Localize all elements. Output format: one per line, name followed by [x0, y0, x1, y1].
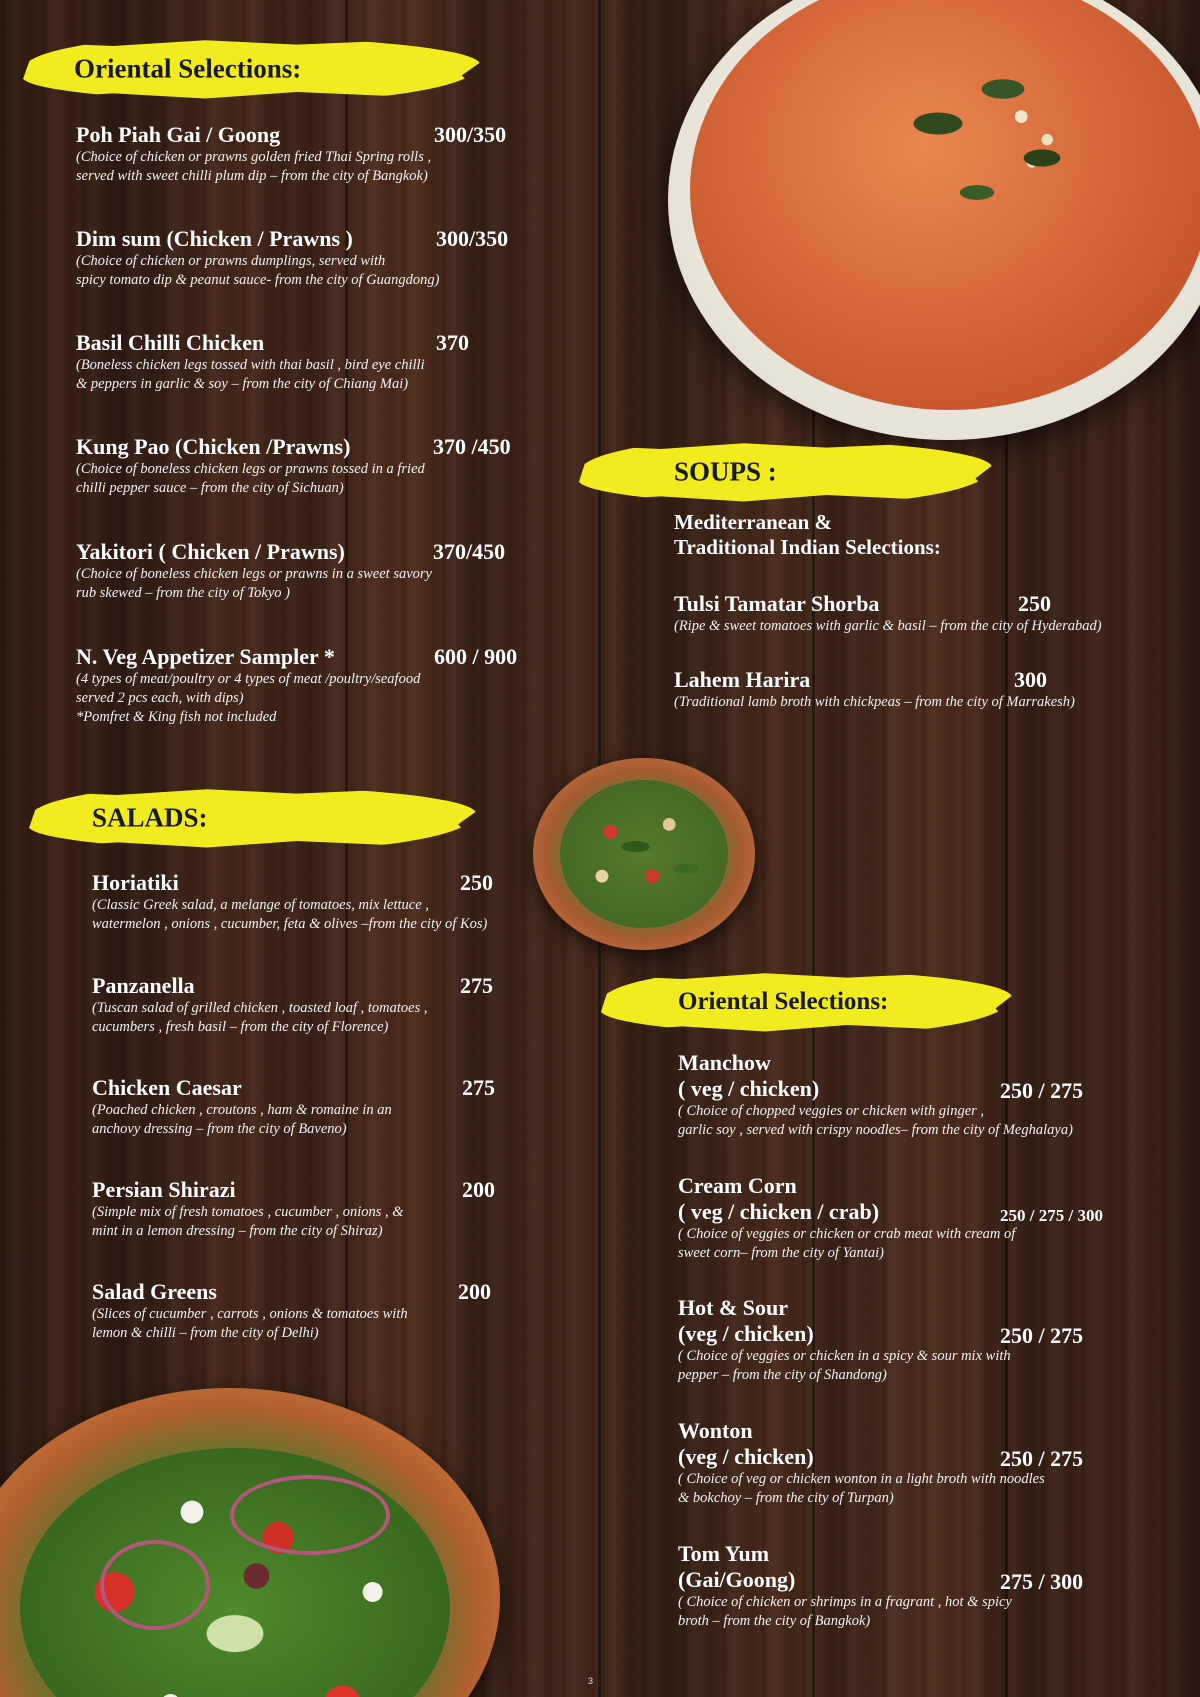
item-variants: (veg / chicken) — [678, 1321, 814, 1346]
menu-item — [76, 434, 425, 498]
item-description: (Choice of chicken or prawns golden fried Thai Spring rolls , — [76, 149, 432, 165]
item-price: 600 / 900 — [434, 644, 518, 669]
menu-item — [76, 644, 420, 727]
onion-ring-image — [100, 1540, 210, 1630]
item-variants: ( veg / chicken) — [678, 1076, 820, 1101]
item-description: garlic soy , served with crispy noodles– from the city of Meghalaya) — [678, 1122, 1073, 1138]
soup-garnish-image — [860, 20, 1120, 250]
item-description: ( Choice of veg or chicken wonton in a light broth with noodles — [678, 1471, 1045, 1487]
item-description: cucumbers , fresh basil – from the city of Florence) — [92, 1019, 389, 1035]
item-name: Lahem Harira — [674, 667, 811, 692]
item-price: 250 — [460, 870, 493, 895]
menu-item — [76, 122, 431, 186]
menu-item — [678, 1418, 1045, 1508]
section-heading: SALADS: — [92, 802, 208, 833]
item-price: 250 — [1018, 591, 1051, 616]
item-description: rub skewed – from the city of Tokyo ) — [76, 585, 290, 601]
menu-item — [76, 539, 432, 603]
item-description: (Boneless chicken legs tossed with thai basil , bird eye chilli — [76, 357, 425, 373]
subheading-line: Mediterranean & — [674, 510, 833, 534]
item-price: 370/450 — [433, 539, 506, 564]
item-price: 200 — [462, 1177, 495, 1202]
small-salad-image — [560, 780, 728, 928]
item-name: Salad Greens — [92, 1279, 217, 1304]
item-price: 250 / 275 / 300 — [1000, 1206, 1103, 1225]
item-price: 300/350 — [434, 122, 507, 147]
oriental-selections-right-heading-bar — [600, 970, 1012, 1034]
item-name: Tulsi Tamatar Shorba — [674, 591, 880, 616]
subheading-line: Traditional Indian Selections: — [674, 535, 941, 559]
section-heading: SOUPS : — [674, 456, 777, 487]
item-name: Chicken Caesar — [92, 1075, 242, 1100]
item-name: Yakitori ( Chicken / Prawns) — [76, 539, 345, 564]
menu-item — [76, 330, 425, 394]
item-name: Wonton — [678, 1418, 753, 1443]
item-description: ( Choice of veggies or chicken in a spicy & sour mix with — [678, 1348, 1011, 1364]
item-description: (4 types of meat/poultry or 4 types of meat /poultry/seafood — [76, 671, 421, 687]
item-description: sweet corn– from the city of Yantai) — [678, 1245, 884, 1261]
item-description: (Choice of boneless chicken legs or prawns tossed in a fried — [76, 461, 425, 477]
item-description: anchovy dressing – from the city of Baveno) — [92, 1121, 347, 1137]
item-description: (Traditional lamb broth with chickpeas – from the city of Marrakesh) — [674, 694, 1075, 710]
menu-item — [92, 973, 427, 1037]
item-price: 275 — [460, 973, 493, 998]
item-price: 200 — [458, 1279, 491, 1304]
item-description: chilli pepper sauce – from the city of Sichuan) — [76, 480, 344, 496]
menu-item — [92, 1075, 392, 1139]
item-description: (Ripe & sweet tomatoes with garlic & basil – from the city of Hyderabad) — [674, 618, 1102, 634]
item-description: ( Choice of veggies or chicken or crab meat with cream of — [678, 1226, 1016, 1242]
item-description: served 2 pcs each, with dips) — [76, 690, 244, 706]
item-description: (Poached chicken , croutons , ham & romaine in an — [92, 1102, 392, 1118]
item-variants: (Gai/Goong) — [678, 1567, 796, 1592]
item-description: (Simple mix of fresh tomatoes , cucumber , onions , & — [92, 1204, 404, 1220]
item-price: 300 — [1014, 667, 1047, 692]
item-price: 300/350 — [436, 226, 509, 251]
menu-item — [92, 870, 487, 934]
menu-item — [92, 1279, 408, 1343]
item-price: 250 / 275 — [1000, 1078, 1084, 1103]
item-description: mint in a lemon dressing – from the city of Shiraz) — [92, 1223, 383, 1239]
item-name: Manchow — [678, 1050, 771, 1075]
menu-item — [678, 1173, 1015, 1263]
item-variants: (veg / chicken) — [678, 1444, 814, 1469]
brush-stroke — [578, 440, 992, 504]
item-price: 275 / 300 — [1000, 1569, 1084, 1594]
item-description: (Tuscan salad of grilled chicken , toasted loaf , tomatoes , — [92, 1000, 428, 1016]
item-name: Kung Pao (Chicken /Prawns) — [76, 434, 351, 459]
soups-heading-bar — [578, 440, 992, 504]
item-name: Horiatiki — [92, 870, 179, 895]
item-description: (Choice of chicken or prawns dumplings, served with — [76, 253, 386, 269]
item-description: (Choice of boneless chicken legs or prawns in a sweet savory — [76, 566, 432, 582]
item-price: 250 / 275 — [1000, 1323, 1084, 1348]
item-description: (Classic Greek salad, a melange of tomatoes, mix lettuce , — [92, 897, 429, 913]
salads-heading-bar — [28, 786, 476, 850]
item-name: Hot & Sour — [678, 1295, 788, 1320]
item-price: 250 / 275 — [1000, 1446, 1084, 1471]
item-description: watermelon , onions , cucumber, feta & olives –from the city of Kos) — [92, 916, 488, 932]
section-heading: Oriental Selections: — [678, 988, 889, 1015]
item-description: ( Choice of chopped veggies or chicken with ginger , — [678, 1103, 985, 1119]
menu-item — [678, 1295, 1011, 1385]
soups-subheading — [674, 510, 941, 560]
item-description: broth – from the city of Bangkok) — [678, 1613, 871, 1629]
item-description: & peppers in garlic & soy – from the city of Chiang Mai) — [76, 376, 409, 392]
item-price: 370 /450 — [433, 434, 511, 459]
item-name: N. Veg Appetizer Sampler * — [76, 644, 335, 669]
item-description: ( Choice of chicken or shrimps in a fragrant , hot & spicy — [678, 1594, 1012, 1610]
item-description: lemon & chilli – from the city of Delhi) — [92, 1325, 319, 1341]
section-heading: Oriental Selections: — [74, 53, 302, 84]
item-price: 370 — [436, 330, 469, 355]
item-description: & bokchoy – from the city of Turpan) — [678, 1490, 894, 1506]
item-name: Tom Yum — [678, 1541, 770, 1566]
item-footnote: *Pomfret & King fish not included — [76, 709, 277, 725]
item-name: Persian Shirazi — [92, 1177, 236, 1202]
page-number: 3 — [588, 1676, 596, 1686]
onion-ring-image — [230, 1475, 390, 1555]
menu-item — [76, 226, 440, 290]
item-name: Basil Chilli Chicken — [76, 330, 265, 355]
item-description: served with sweet chilli plum dip – from the city of Bangkok) — [76, 168, 428, 184]
oriental-selections-left-heading-bar — [22, 37, 480, 101]
item-variants: ( veg / chicken / crab) — [678, 1199, 880, 1224]
item-name: Poh Piah Gai / Goong — [76, 122, 281, 147]
menu-item — [678, 1541, 1012, 1631]
item-name: Panzanella — [92, 973, 195, 998]
item-description: (Slices of cucumber , carrots , onions & tomatoes with — [92, 1306, 408, 1322]
item-name: Cream Corn — [678, 1173, 797, 1198]
item-description: spicy tomato dip & peanut sauce- from the city of Guangdong) — [76, 272, 440, 288]
item-price: 275 — [462, 1075, 495, 1100]
menu-item — [92, 1177, 404, 1241]
item-description: pepper – from the city of Shandong) — [678, 1367, 887, 1383]
item-name: Dim sum (Chicken / Prawns ) — [76, 226, 353, 251]
